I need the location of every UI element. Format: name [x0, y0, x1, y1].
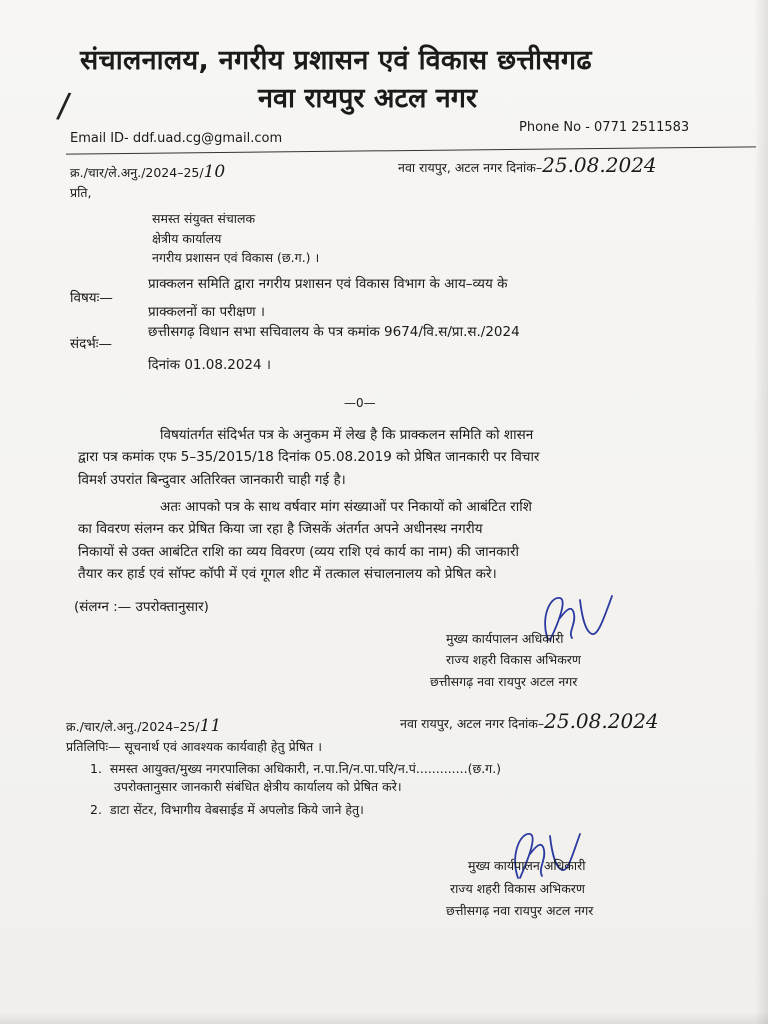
- copy-item-number: 2.: [90, 802, 102, 817]
- department-title: संचालनालय, नगरीय प्रशासन एवं विकास छत्तीसगढ: [80, 45, 592, 76]
- subject-line: प्राक्कलनों का परीक्षण ।: [148, 304, 266, 320]
- reference-number-text: क्र./चार/ले.अनु./2024–25/: [70, 165, 204, 180]
- copy-item-continuation: उपरोक्तानुसार जानकारी संबंधित क्षेत्रीय कार्यालय को प्रेषित करे।: [114, 779, 402, 794]
- reference-number: [70, 162, 225, 182]
- copy-date: [400, 709, 659, 733]
- handwritten-date: 25.08.2024: [542, 153, 657, 177]
- date-label: नवा रायपुर, अटल नगर दिनांक–: [398, 160, 543, 175]
- copy-item-text: डाटा सेंटर, विभागीय वेबसाईड में अपलोड किये जाने हेतु।: [109, 802, 364, 817]
- copy-item: [90, 760, 501, 777]
- margin-mark: /: [55, 85, 73, 127]
- body-line: अतः आपको पत्र के साथ वर्षवार मांग संख्याओं पर निकायों को आबंटित राशि: [160, 499, 532, 515]
- copy-reference-text: क्र./चार/ले.अनु./2024–25/: [66, 719, 200, 734]
- salutation: प्रति,: [70, 185, 92, 200]
- department-subtitle: नवा रायपुर अटल नगर: [258, 83, 478, 114]
- handwritten-copy-reference: 11: [199, 716, 222, 736]
- copy-item-number: 1.: [90, 761, 102, 776]
- scan-shadow-bottom: [0, 1012, 768, 1024]
- handwritten-copy-date: 25.08.2024: [544, 709, 659, 733]
- addressee-line: नगरीय प्रशासन एवं विकास (छ.ग.) ।: [152, 250, 320, 265]
- letter-date: [398, 153, 657, 177]
- addressee-line: क्षेत्रीय कार्यालय: [152, 231, 222, 246]
- handwritten-reference: 10: [203, 162, 226, 182]
- reference-line: दिनांक 01.08.2024 ।: [148, 357, 272, 373]
- addressee-line: समस्त संयुक्त संचालक: [152, 211, 256, 226]
- reference-label: संदर्भः—: [70, 336, 113, 352]
- body-line: तैयार कर हार्ड एवं सॉफ्ट कॉपी में एवं गूगल शीट में तत्काल संचालनालय को प्रेषित करे।: [78, 566, 497, 582]
- body-line: विमर्श उपरांत बिन्दुवार अतिरिक्त जानकारी चाही गई है।: [78, 472, 346, 488]
- subject-line: प्राक्कलन समिति द्वारा नगरीय प्रशासन एवं विकास विभाग के आय–व्यय के: [148, 276, 508, 292]
- body-line: विषयांतर्गत संदिर्भत पत्र के अनुकम में लेख है कि प्राक्कलन समिति को शासन: [160, 427, 534, 443]
- subject-label: विषयः—: [70, 290, 113, 306]
- body-line: का विवरण संलग्न कर प्रेषित किया जा रहा है जिसकें अंतर्गत अपने अधीनस्थ नगरीय: [78, 521, 483, 537]
- signatory-office: राज्य शहरी विकास अभिकरण: [450, 881, 585, 896]
- copy-reference-number: [66, 716, 221, 736]
- copy-date-label: नवा रायपुर, अटल नगर दिनांक–: [400, 716, 545, 731]
- enclosure-note: (संलग्न :— उपरोक्तानुसार): [74, 599, 209, 615]
- copy-item-text: समस्त आयुक्त/मुख्य नगरपालिका अधिकारी, न.पा.नि/न.पा.परि/न.पं.............(छ.ग.): [109, 761, 502, 776]
- email-line: Email ID- ddf.uad.cg@gmail.com: [70, 131, 283, 146]
- scan-shadow-edge: [754, 0, 768, 1024]
- section-divider: —0—: [344, 396, 376, 410]
- copy-item: [90, 801, 364, 818]
- copy-heading: प्रतिलिपिः— सूचनार्थ एवं आवश्यक कार्यवाही हेतु प्रेषित ।: [66, 739, 323, 754]
- phone-line: Phone No - 0771 2511583: [519, 120, 690, 135]
- signatory-location: छत्तीसगढ़ नवा रायपुर अटल नगर: [446, 903, 594, 918]
- signatory-office: राज्य शहरी विकास अभिकरण: [446, 652, 581, 667]
- signatory-location: छत्तीसगढ़ नवा रायपुर अटल नगर: [430, 674, 578, 689]
- reference-line: छत्तीसगढ़ विधान सभा सचिवालय के पत्र कमांक 9674/वि.स/प्रा.स./2024: [148, 324, 520, 340]
- body-line: निकायों से उक्त आबंटित राशि का व्यय विवरण (व्यय राशि एवं कार्य का नाम) की जानकारी: [78, 544, 519, 560]
- body-line: द्वारा पत्र कमांक एफ 5–35/2015/18 दिनांक 05.08.2019 को प्रेषित जानकारी पर विचार: [78, 449, 540, 465]
- signatory-title: मुख्य कार्यपालन अधिकारी: [468, 858, 586, 873]
- signatory-title: मुख्य कार्यपालन अधिकारी: [446, 631, 564, 646]
- signature-image: [496, 826, 586, 886]
